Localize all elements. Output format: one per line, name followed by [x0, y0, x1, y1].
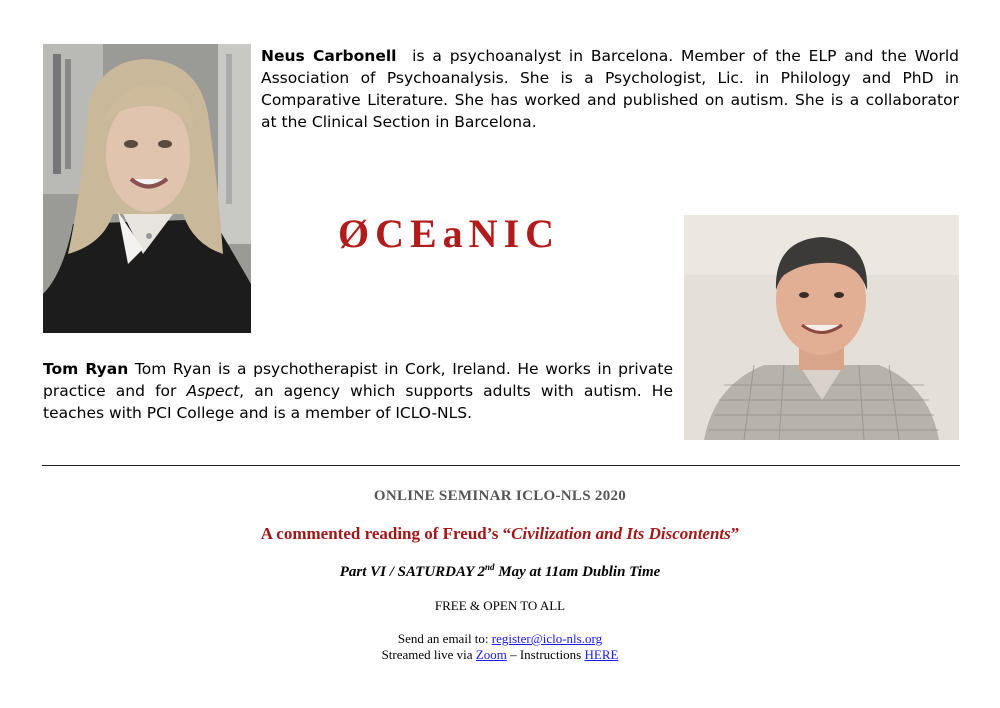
photo-neus-carbonell — [43, 44, 251, 333]
bio-tom-ryan — [43, 358, 673, 424]
stream-label: Streamed live via — [381, 647, 473, 662]
seminar-title: ONLINE SEMINAR ICLO-NLS 2020 — [373, 488, 627, 504]
here-link[interactable]: HERE — [584, 647, 619, 662]
bio-neus-carbonell — [261, 45, 959, 133]
oceanic-logo: ØCEaNIC — [338, 211, 561, 256]
seminar-subtitle — [0, 524, 1000, 544]
free-open-label: FREE & OPEN TO ALL — [434, 598, 566, 613]
date-post: May at 11am Dublin Time — [494, 564, 661, 580]
bio2-text-post: , an agency which supports adults with autism. He teaches with PCI College and is a member of ICLO-NLS. — [43, 382, 673, 422]
stream-line — [0, 647, 1000, 663]
date-pre: Part VI / SATURDAY 2 — [339, 564, 486, 580]
bio2-text-pre: Tom Ryan is a psychotherapist in Cork, Ireland. He works in private practice and for — [43, 360, 673, 400]
divider-line — [42, 465, 960, 466]
send-label: Send an email to: — [397, 631, 489, 646]
subtitle-post: ” — [730, 524, 740, 543]
bio1-name: Neus Carbonell — [261, 47, 397, 65]
seminar-date — [0, 562, 1000, 581]
instructions-label: – Instructions — [510, 647, 582, 662]
bio1-text: is a psychoanalyst in Barcelona. Member of the ELP and the World Association of Psychoanalysis. She is a Psychologist, Lic. in Philology and PhD in Comparative Literature. She has worked and published on autism. She is a collaborator at the Clinical Section in Barcelona. — [261, 47, 959, 131]
email-link[interactable]: register@iclo-nls.org — [491, 631, 603, 646]
subtitle-book: Civilization and Its Discontents — [511, 524, 731, 543]
photo-tom-ryan — [684, 215, 959, 440]
zoom-link[interactable]: Zoom — [475, 647, 507, 662]
send-email-line — [0, 631, 1000, 647]
date-sup: nd — [485, 562, 495, 572]
bio2-name: Tom Ryan — [43, 360, 129, 378]
subtitle-pre: A commented reading of Freud’s “ — [260, 524, 512, 543]
bio2-aspect: Aspect — [186, 382, 240, 400]
